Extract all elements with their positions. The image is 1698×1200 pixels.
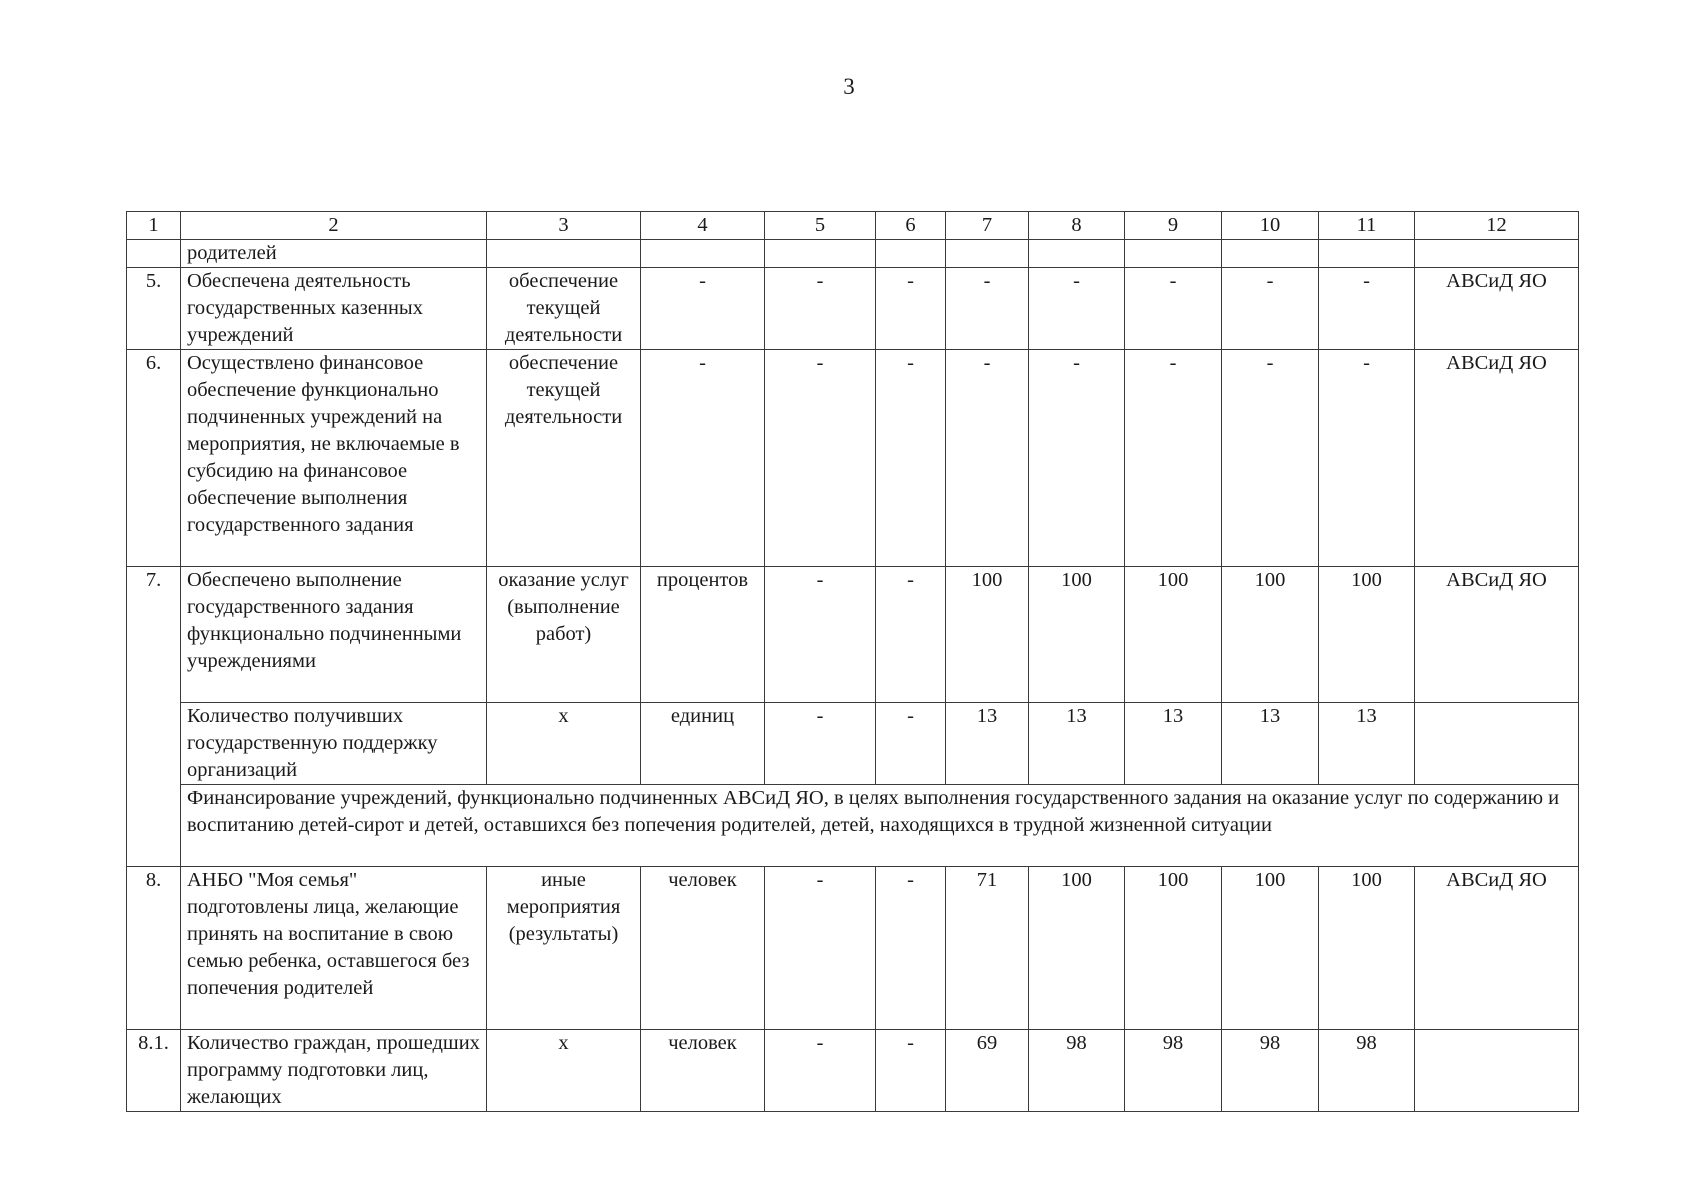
table-row — [127, 240, 1579, 268]
table-row — [127, 1030, 1579, 1112]
row-description: Обеспечено выполнение государственного задания функционально подчиненными учреждениями — [181, 567, 487, 703]
column-header: 10 — [1222, 212, 1319, 240]
program-table — [126, 211, 1579, 1112]
row-cell — [1029, 240, 1125, 268]
financing-note-row — [127, 785, 1579, 867]
row-cell: - — [765, 1030, 876, 1112]
column-header: 12 — [1415, 212, 1579, 240]
row-org — [1415, 1030, 1579, 1112]
row-description: Количество граждан, прошедших программу подготовки лиц, желающих — [181, 1030, 487, 1112]
row-cell: 98 — [1319, 1030, 1415, 1112]
column-header: 2 — [181, 212, 487, 240]
row-cell: 100 — [1029, 867, 1125, 1030]
row-cell: - — [876, 567, 946, 703]
row-number: 5. — [127, 268, 181, 350]
row-number: 8.1. — [127, 1030, 181, 1112]
column-header: 6 — [876, 212, 946, 240]
financing-note: Финансирование учреждений, функционально подчиненных АВСиД ЯО, в целях выполнения государственного задания на оказание услуг по содержанию и воспитанию детей-сирот и детей, оставшихся без попечения родителей, детей, находящихся в трудной жизненной ситуации — [181, 785, 1579, 867]
row-number: 6. — [127, 350, 181, 567]
row-cell — [1319, 240, 1415, 268]
row-unit: человек — [641, 1030, 765, 1112]
column-header: 11 — [1319, 212, 1415, 240]
row-description: АНБО "Моя семья" подготовлены лица, желающие принять на воспитание в свою семью ребенка, оставшегося без попечения родителей — [181, 867, 487, 1030]
table-row — [127, 268, 1579, 350]
row-org: АВСиД ЯО — [1415, 567, 1579, 703]
row-cell: - — [1319, 350, 1415, 567]
table-row — [127, 350, 1579, 567]
row-cell: - — [946, 268, 1029, 350]
column-header: 1 — [127, 212, 181, 240]
column-header: 5 — [765, 212, 876, 240]
row-cell: - — [765, 703, 876, 785]
table-row — [127, 567, 1579, 703]
row-cell: 100 — [1125, 567, 1222, 703]
row-unit: - — [641, 350, 765, 567]
row-cell: 69 — [946, 1030, 1029, 1112]
column-header: 7 — [946, 212, 1029, 240]
row-cell: 98 — [1222, 1030, 1319, 1112]
row-org: АВСиД ЯО — [1415, 867, 1579, 1030]
row-cell: 100 — [1319, 867, 1415, 1030]
row-org — [1415, 240, 1579, 268]
row-cell: - — [1029, 268, 1125, 350]
row-org — [1415, 703, 1579, 785]
header-row — [127, 212, 1579, 240]
row-unit: - — [641, 268, 765, 350]
row-type — [487, 240, 641, 268]
column-header: 8 — [1029, 212, 1125, 240]
row-cell — [946, 240, 1029, 268]
row-cell: - — [876, 867, 946, 1030]
row-cell: 13 — [1222, 703, 1319, 785]
row-cell: - — [765, 350, 876, 567]
row-cell: 98 — [1029, 1030, 1125, 1112]
row-cell: 98 — [1125, 1030, 1222, 1112]
row-cell — [876, 240, 946, 268]
table-row — [127, 703, 1579, 785]
row-cell: - — [1125, 350, 1222, 567]
row-cell: - — [765, 867, 876, 1030]
row-type: х — [487, 703, 641, 785]
row-number — [127, 240, 181, 268]
row-cell: - — [876, 703, 946, 785]
row-description: родителей — [181, 240, 487, 268]
row-cell: - — [765, 268, 876, 350]
row-cell: 100 — [1222, 867, 1319, 1030]
row-cell: 13 — [1125, 703, 1222, 785]
row-cell: - — [765, 567, 876, 703]
row-cell: - — [876, 268, 946, 350]
row-cell: 13 — [946, 703, 1029, 785]
row-cell: - — [1125, 268, 1222, 350]
column-header: 4 — [641, 212, 765, 240]
row-cell: - — [1319, 268, 1415, 350]
row-org: АВСиД ЯО — [1415, 268, 1579, 350]
row-cell: - — [876, 350, 946, 567]
row-cell: - — [1222, 268, 1319, 350]
row-cell — [765, 240, 876, 268]
column-header: 3 — [487, 212, 641, 240]
row-type: оказание услуг (выполнение работ) — [487, 567, 641, 703]
row-number: 8. — [127, 867, 181, 1030]
row-cell: 100 — [1029, 567, 1125, 703]
row-cell: 13 — [1029, 703, 1125, 785]
table-row — [127, 867, 1579, 1030]
row-cell — [1125, 240, 1222, 268]
row-cell: - — [1222, 350, 1319, 567]
row-type: иные мероприятия (результаты) — [487, 867, 641, 1030]
row-cell — [1222, 240, 1319, 268]
row-cell: 71 — [946, 867, 1029, 1030]
row-cell: - — [1029, 350, 1125, 567]
row-type: обеспечение текущей деятельности — [487, 350, 641, 567]
row-unit: человек — [641, 867, 765, 1030]
row-unit: процентов — [641, 567, 765, 703]
row-description: Осуществлено финансовое обеспечение функционально подчиненных учреждений на мероприятия, не включаемые в субсидию на финансовое обеспечение выполнения государственного задания — [181, 350, 487, 567]
row-cell: 100 — [946, 567, 1029, 703]
row-cell: 100 — [1125, 867, 1222, 1030]
row-unit — [641, 240, 765, 268]
row-description: Количество получивших государственную поддержку организаций — [181, 703, 487, 785]
row-type: обеспечение текущей деятельности — [487, 268, 641, 350]
row-cell: - — [946, 350, 1029, 567]
row-cell: 100 — [1319, 567, 1415, 703]
row-cell: 100 — [1222, 567, 1319, 703]
page-number: 3 — [843, 74, 855, 99]
row-cell: - — [876, 1030, 946, 1112]
row-org: АВСиД ЯО — [1415, 350, 1579, 567]
column-header: 9 — [1125, 212, 1222, 240]
row-type: х — [487, 1030, 641, 1112]
row-cell: 13 — [1319, 703, 1415, 785]
row-number: 7. — [127, 567, 181, 867]
row-description: Обеспечена деятельность государственных казенных учреждений — [181, 268, 487, 350]
row-unit: единиц — [641, 703, 765, 785]
